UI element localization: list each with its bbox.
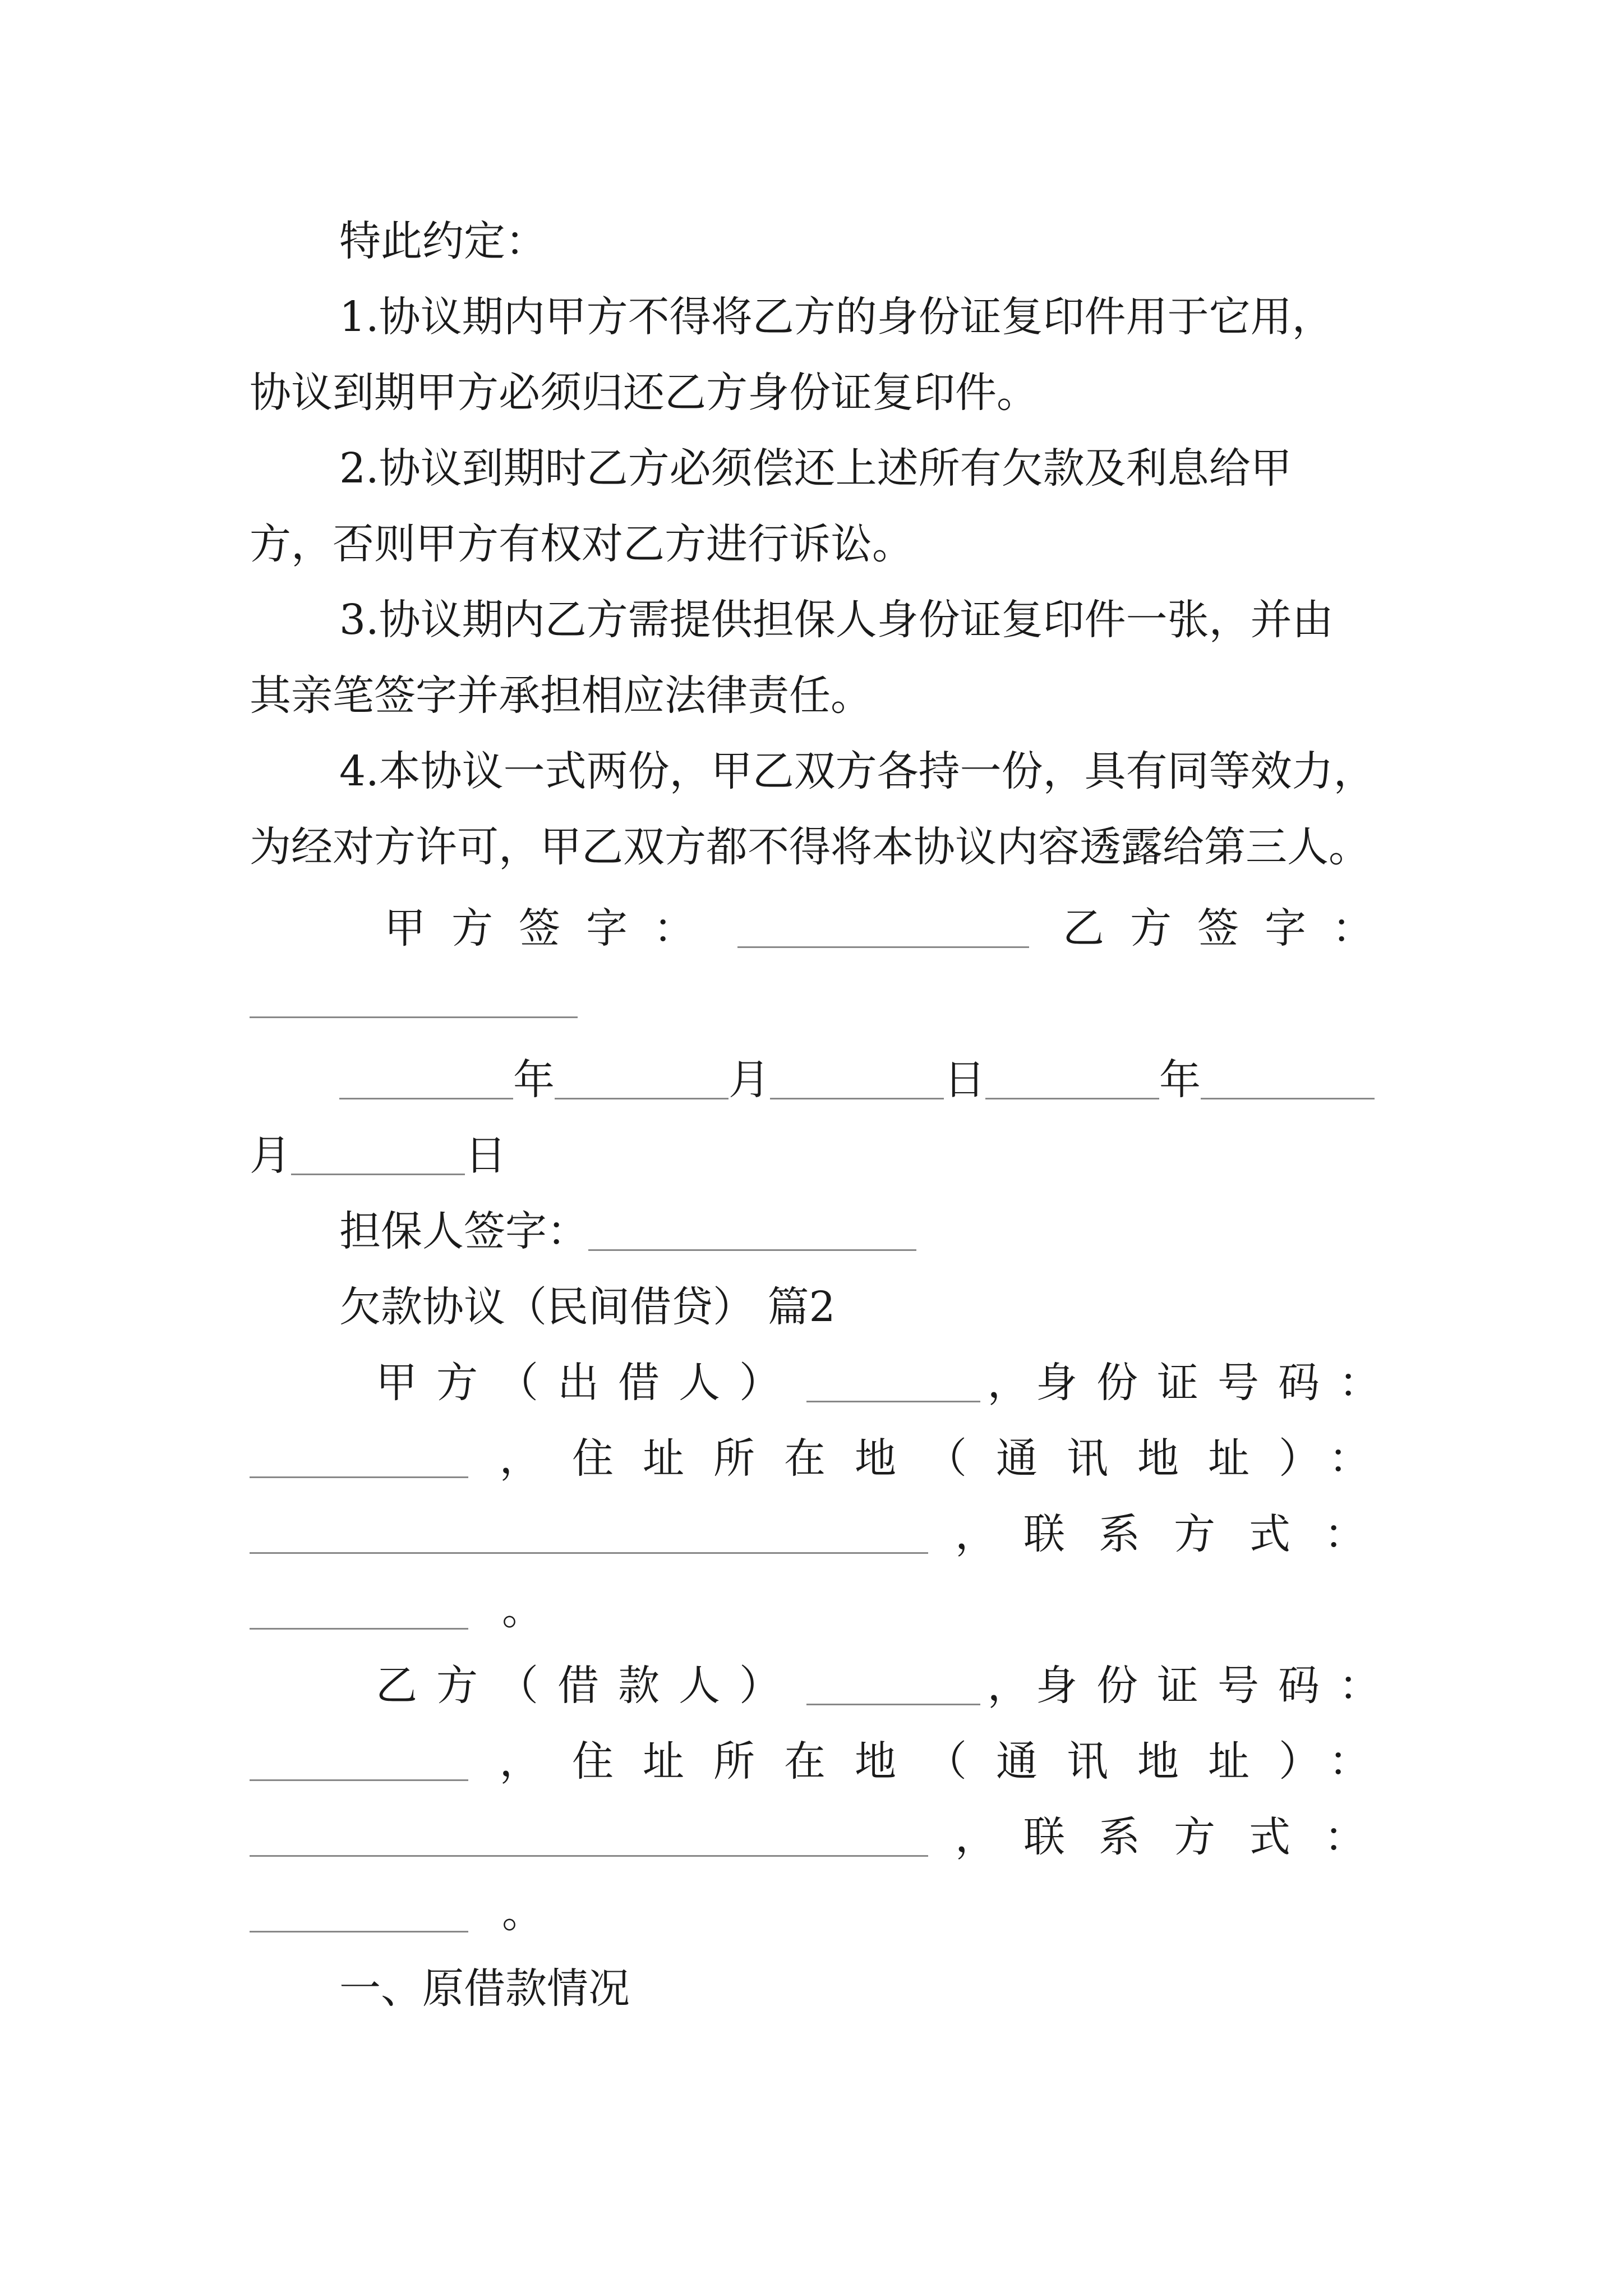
borrower-contact-label: 联系方式： [1023, 1813, 1399, 1861]
party-a-sign-blank[interactable] [737, 909, 1029, 948]
lender-row-3 [250, 1501, 1399, 1568]
date-b-year-blank[interactable] [985, 1061, 1159, 1099]
borrower-period: 。 [502, 1889, 543, 1937]
heading-original-loan: 一、原借款情况 [339, 1964, 630, 2013]
clause-1-line-2: 协议到期甲方必须归还乙方身份证复印件。 [250, 369, 1038, 417]
lender-contact-label: 联系方式： [1023, 1510, 1399, 1558]
borrower-row-3 [250, 1803, 1399, 1871]
lender-comma: ， [987, 1359, 1029, 1407]
date-a-month-label: 月 [728, 1056, 770, 1104]
lender-address-label: 住址所在地（通讯地址）： [572, 1434, 1399, 1483]
guarantor-sign-label: 担保人签字： [339, 1207, 588, 1255]
party-a-sign-label: 甲方签字： [384, 904, 721, 953]
clause-3-line-2: 其亲笔签字并承担相应法律责任。 [250, 671, 872, 720]
lender-name-blank[interactable] [806, 1364, 980, 1402]
borrower-address-blank[interactable] [250, 1818, 928, 1857]
clause-1-line-1: 1.协议期内甲方不得将乙方的身份证复印件用于它用， [339, 293, 1334, 341]
date-b-month-blank-start[interactable] [1201, 1061, 1375, 1099]
lender-row-1 [250, 1349, 1399, 1416]
date-a-day-label: 日 [944, 1056, 985, 1104]
date-row-2 [250, 1122, 1399, 1189]
borrower-row-4 [250, 1879, 1399, 1947]
date-a-day-blank[interactable] [770, 1061, 944, 1099]
guarantor-row [250, 1198, 1399, 1265]
borrower-id-label: 身份证号码： [1035, 1662, 1399, 1710]
borrower-comma-3: ， [955, 1813, 997, 1861]
intro-text: 特此约定： [339, 217, 547, 265]
signature-row [250, 895, 1399, 962]
borrower-address-label: 住址所在地（通讯地址）： [572, 1737, 1399, 1786]
guarantor-sign-blank[interactable] [588, 1212, 916, 1251]
party-b-sign-row [250, 970, 1399, 1038]
date-b-day-label: 日 [465, 1131, 506, 1180]
section-title: 欠款协议（民间借贷） 篇2 [339, 1283, 836, 1331]
clause-3-line-1: 3.协议期内乙方需提供担保人身份证复印件一张，并由 [339, 596, 1334, 644]
borrower-label: 乙方（借款人） [376, 1662, 800, 1710]
date-a-year-label: 年 [513, 1056, 555, 1104]
lender-id-blank[interactable] [250, 1439, 468, 1478]
lender-label: 甲方（出借人） [376, 1359, 800, 1407]
borrower-comma-2: ， [499, 1737, 541, 1786]
borrower-comma: ， [987, 1662, 1029, 1710]
lender-comma-3: ， [955, 1510, 997, 1558]
party-b-sign-label: 乙方签字： [1063, 904, 1399, 953]
borrower-row-1 [250, 1652, 1399, 1719]
lender-address-blank[interactable] [250, 1515, 928, 1554]
borrower-row-2 [250, 1728, 1399, 1795]
lender-contact-blank[interactable] [250, 1591, 468, 1630]
borrower-id-blank[interactable] [250, 1742, 468, 1781]
lender-period: 。 [502, 1586, 543, 1634]
clause-4-line-1: 4.本协议一式两份，甲乙双方各持一份，具有同等效力， [339, 747, 1375, 795]
party-b-sign-blank[interactable] [250, 979, 578, 1018]
date-b-day-blank[interactable] [291, 1137, 465, 1175]
clause-2-line-2: 方，否则甲方有权对乙方进行诉讼。 [250, 520, 914, 568]
date-a-year-blank[interactable] [339, 1061, 513, 1099]
borrower-name-blank[interactable] [806, 1667, 980, 1705]
date-row-1 [250, 1046, 1399, 1114]
date-b-month-label: 月 [250, 1131, 291, 1180]
lender-row-2 [250, 1425, 1399, 1492]
date-b-year-label: 年 [1159, 1056, 1201, 1104]
date-a-month-blank[interactable] [555, 1061, 728, 1099]
lender-row-4 [250, 1576, 1399, 1644]
lender-comma-2: ， [499, 1434, 541, 1483]
clause-2-line-1: 2.协议到期时乙方必须偿还上述所有欠款及利息给甲 [339, 444, 1292, 493]
clause-4-line-2: 为经对方许可，甲乙双方都不得将本协议内容透露给第三人。 [250, 823, 1370, 871]
borrower-contact-blank[interactable] [250, 1894, 468, 1932]
lender-id-label: 身份证号码： [1035, 1359, 1399, 1407]
